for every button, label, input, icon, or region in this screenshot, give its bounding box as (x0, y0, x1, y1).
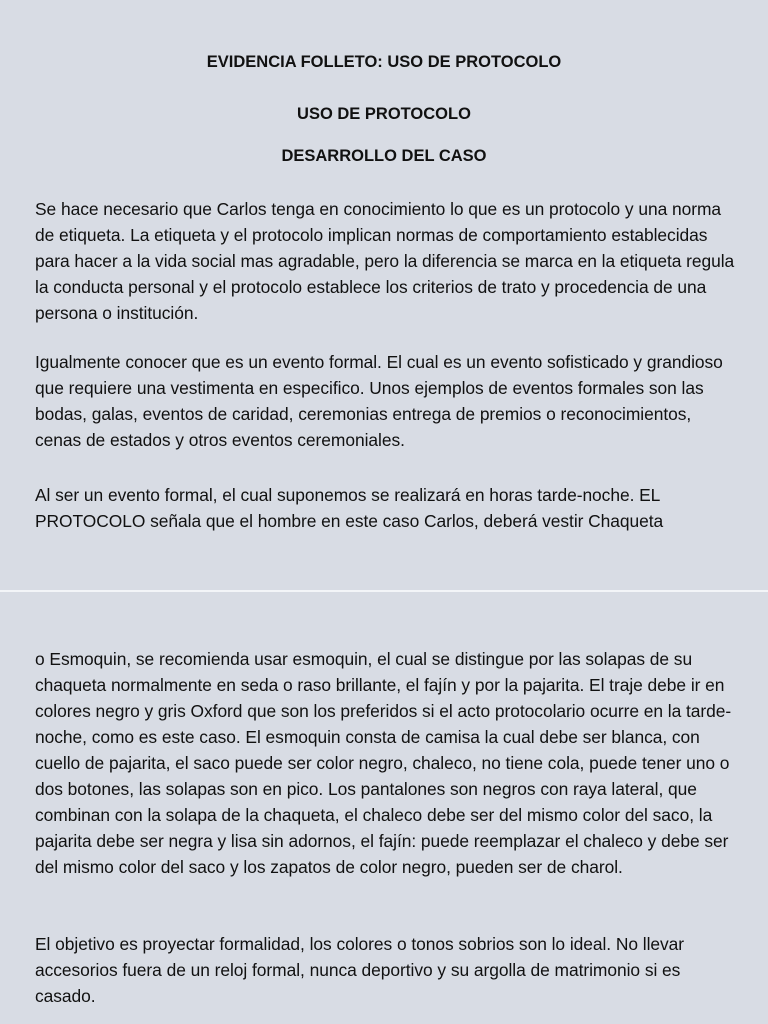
section-heading: DESARROLLO DEL CASO (281, 147, 487, 165)
paragraph-protocol-definition: Se hace necesario que Carlos tenga en conocimiento lo que es un protocolo y una norma de etiqueta. La etiqueta y el protocolo implican normas de comportamiento establecidas para hacer a la vida social mas agradable, pero la diferencia se marca en la etiqueta regula la conducta personal y el protocolo establece los criterios de trato y procedencia de una persona o institución. (35, 199, 735, 323)
paragraph-dress-intro: Al ser un evento formal, el cual suponemos se realizará en horas tarde-noche. EL PROTOCOLO señala que el hombre en este caso Carlos, deberá vestir Chaqueta (35, 485, 664, 531)
document-title: EVIDENCIA FOLLETO: USO DE PROTOCOLO (206, 53, 562, 71)
document-subtitle: USO DE PROTOCOLO (297, 105, 471, 123)
paragraph-tuxedo-details: o Esmoquin, se recomienda usar esmoquin, el cual se distingue por las solapas de su chaqueta normalmente en seda o raso brillante, el fajín y por la pajarita. El traje debe ir en colores negro y gris Oxford que son los preferidos si el acto protocolario ocurre en la tarde-noche, como es este caso. El esmoquin consta de camisa la cual debe ser blanca, con cuello de pajarita, el saco puede ser color negro, chaleco, no tiene cola, puede tener uno o dos botones, las solapas son en pico. Los pantalones son negros con raya lateral, que combinan con la solapa de la chaqueta, el chaleco debe ser del mismo color del saco, la pajarita debe ser negra y lisa sin adornos, el fajín: puede reemplazar el chaleco y debe ser del mismo color del saco y los zapatos de color negro, pueden ser de charol. (35, 649, 732, 877)
paragraph-formal-event: Igualmente conocer que es un evento formal. El cual es un evento sofisticado y grandioso que requiere una vestimenta en especifico. Unos ejemplos de eventos formales son las bodas, galas, eventos de caridad, ceremonias entrega de premios o reconocimientos, cenas de estados y otros eventos ceremoniales. (35, 352, 723, 450)
paragraph-objective: El objetivo es proyectar formalidad, los colores o tonos sobrios son lo ideal. No llevar accesorios fuera de un reloj formal, nunca deportivo y su argolla de matrimonio si es casado. (35, 934, 685, 1006)
